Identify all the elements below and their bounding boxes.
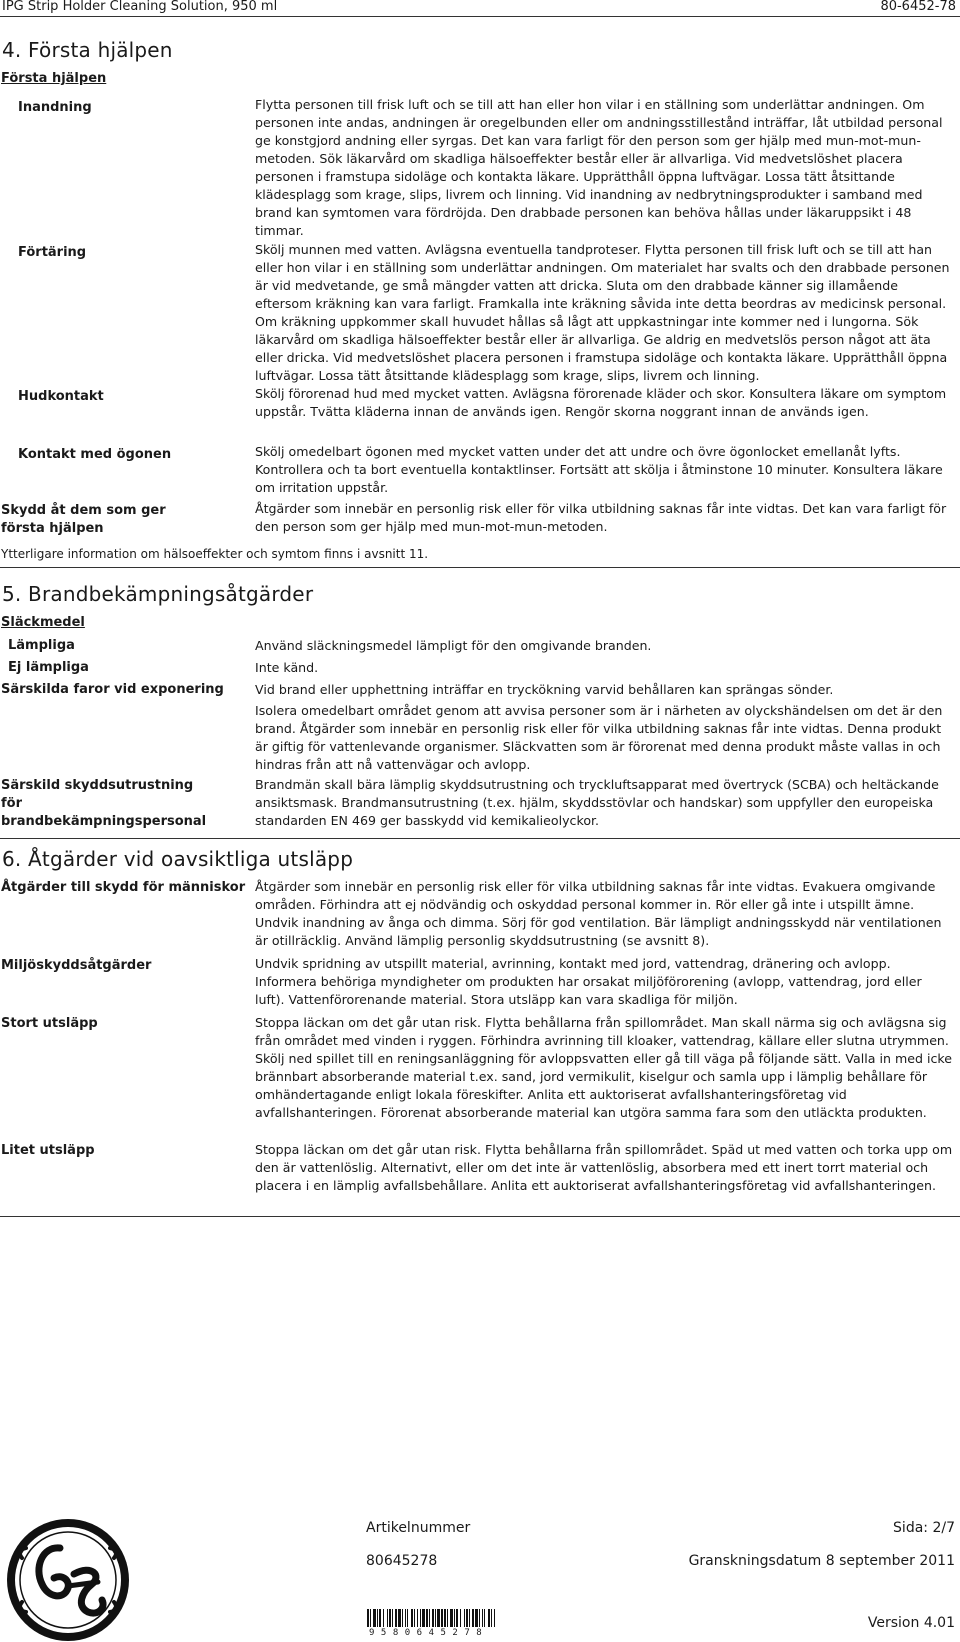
row-label-small-spill: Litet utsläpp xyxy=(1,1143,95,1158)
page-number: Sida: 2/7 xyxy=(893,1520,955,1536)
row-text-small-spill: Stoppa läckan om det går utan risk. Flytta behållarna från spillområdet. Späd ut med vatten och torka upp om den är vattenlöslig. Alternativt, eller om det inte är vattenlöslig, absorbera med ett inert torrt material och placera i en lämplig avfallsbehållare. Anlita ett auktoriserat avfallshanteringsföretag vid avfallshanteringen. xyxy=(255,1142,953,1193)
row-label-environmental-precautions: Miljöskyddsåtgärder xyxy=(1,958,152,973)
row-text-personal-precautions: Åtgärder som innebär en personlig risk eller för vilka utbildning saknas får inte vidtas. Evakuera omgivande områden. Förhindra att ej nödvändig och oskyddad personal kommer in. Rör eller gå inte i utspillt ämne. Undvik inandning av ånga och dimma. Sörj för god ventilation. Bär lämpligt andningsskydd när ventilationen är otillräcklig. Använd lämplig personlig skyddsutrustning (se avsnitt 8). xyxy=(255,879,942,948)
row-label-suitable-media: Lämpliga xyxy=(8,638,75,653)
section-6-divider xyxy=(0,1216,960,1217)
row-label-specific-hazards: Särskilda faror vid exponering xyxy=(1,682,224,697)
row-text-first-aider-protection: Åtgärder som innebär en personlig risk eller för vilka utbildning saknas får inte vidtas. Det kan vara farligt för den person som ger hjälp med mun-mot-mun-metoden. xyxy=(255,501,947,534)
ge-monogram-logo xyxy=(2,1518,134,1642)
section-4-subheading: Första hjälpen xyxy=(1,71,107,86)
row-text-specific-hazards: Vid brand eller upphettning inträffar en tryckökning varvid behållaren kan sprängas sönder. xyxy=(255,682,834,697)
row-text-inhalation: Flytta personen till frisk luft och se till att han eller hon vilar i en ställning som underlättar andningen. Om personen inte andas, andningen är oregelbunden eller om andningsstillestånd inträffar, låt utbildad personal ge konstgjord andning eller syrgas. Det kan vara farligt för den person som ger hjälp med mun-mot-mun-metoden. Sök läkarvård om skadliga hälsoeffekter består eller är allvarliga. Vid medvetslöshet placera personen i framstupa sidoläge och kontakta läkare. Upprätthåll öppna luftvägar. Lossa tätt åtsittande klädesplagg som krage, slips, livrem och linning. Vid inandning av nedbrytningsprodukter i samband med brand kan symtomen vara fördröjda. Den drabbade personen kan behöva hållas under läkaruppsikt i 48 timmar. xyxy=(255,97,943,238)
section-4-note: Ytterligare information om hälsoeffekter och symtom finns i avsnitt 11. xyxy=(1,547,429,561)
barcode-digits: 9580645278 xyxy=(369,1628,489,1638)
header-divider xyxy=(0,16,960,17)
row-text-eye-contact: Skölj omedelbart ögonen med mycket vatten under det att undre och övre ögonlocket emellanåt lyfts. Kontrollera och ta bort eventuella kontaktlinser. Fortsätt att skölja i åtminstone 10 minuter. Konsultera läkare om irritation uppstår. xyxy=(255,444,943,495)
row-label-ingestion: Förtäring xyxy=(18,245,87,260)
section-4-divider xyxy=(0,567,960,568)
section-5-title: 5. Brandbekämpningsåtgärder xyxy=(2,582,314,606)
version: Version 4.01 xyxy=(867,1615,955,1631)
row-label-firefighter-equipment: Särskild skyddsutrustning för brandbekämpningspersonal xyxy=(1,778,207,829)
row-text-firefighter-equipment: Brandmän skall bära lämplig skyddsutrustning och tryckluftsapparat med övertryck (SCBA) och heltäckande ansiktsmask. Brandmansutrustning (t.ex. hjälm, skyddsstövlar och handskar) som uppfyller den europeiska standarden EN 469 ger basskydd vid kemikalieolyckor. xyxy=(255,777,939,828)
row-label-unsuitable-media: Ej lämpliga xyxy=(8,660,89,675)
row-text-large-spill: Stoppa läckan om det går utan risk. Flytta behållarna från spillområdet. Man skall närma sig och avlägsna sig från området med vinden i ryggen. Förhindra avrinning till kloaker, vattendrag, källare eller slutna utrymmen. Skölj ned spillet till en reningsanläggning för avloppsvatten eller gå till väga på följande sätt. Valla in med icke brännbart absorberande material t.ex. sand, jord vermikulit, kiselgur och samla upp i lämplig behållare för omhändertagande enligt lokala föreskifter. Anlita ett auktoriserat avfallshanteringsföretag vid avfallshanteringen. Förorenat absorberande material kan utgöra samma fara som den utläckta produkten. xyxy=(255,1015,952,1120)
row-text-isolation: Isolera omedelbart området genom att avvisa personer som är i närheten av olyckshändelsen om det är den brand. Åtgärder som innebär en personlig risk eller för vilka utbildning saknas får inte vidtas. Denna produkt är giftig för vattenlevande organismer. Släckvatten som är förorenat med denna produkt måste vallas in och hindras från att nå vattenvägar och avlopp. xyxy=(255,703,943,772)
section-4-title: 4. Första hjälpen xyxy=(2,38,173,62)
row-label-personal-precautions: Åtgärder till skydd för människor xyxy=(1,880,246,895)
product-name: IPG Strip Holder Cleaning Solution, 950 ml xyxy=(2,0,278,14)
row-label-skin-contact: Hudkontakt xyxy=(18,389,104,404)
review-date: Granskningsdatum 8 september 2011 xyxy=(688,1553,955,1569)
article-number: 80645278 xyxy=(366,1553,438,1569)
row-label-first-aider-protection: Skydd åt dem som ger första hjälpen xyxy=(1,503,166,536)
section-6-title: 6. Åtgärder vid oavsiktliga utsläpp xyxy=(2,847,354,871)
product-code: 80-6452-78 xyxy=(880,0,956,14)
article-number-label: Artikelnummer xyxy=(366,1520,471,1536)
section-5-divider xyxy=(0,838,960,839)
row-label-inhalation: Inandning xyxy=(18,100,92,115)
row-text-skin-contact: Skölj förorenad hud med mycket vatten. Avlägsna förorenade kläder och skor. Konsultera läkare om symptom uppstår. Tvätta kläderna innan de används igen. Rengör skorna noggrant innan de används igen. xyxy=(255,386,947,419)
section-5-subheading: Släckmedel xyxy=(1,615,85,630)
row-text-environmental-precautions: Undvik spridning av utspillt material, avrinning, kontakt med jord, vattendrag, dränering och avlopp. Informera behöriga myndigheter om produkten har orsakat miljöförorening (avlopp, vattendrag, jord eller luft). Vattenförorenande material. Stora utsläpp kan vara skadliga för miljön. xyxy=(255,956,922,1007)
row-text-unsuitable-media: Inte känd. xyxy=(255,660,319,675)
row-label-large-spill: Stort utsläpp xyxy=(1,1016,98,1031)
row-label-eye-contact: Kontakt med ögonen xyxy=(18,447,172,462)
row-text-ingestion: Skölj munnen med vatten. Avlägsna eventuella tandproteser. Flytta personen till frisk luft och se till att han eller hon vilar i en ställning som underlättar andningen. Om materialet har svalts och den drabbade personen är vid medvetande, ge små mängder vatten att dricka. Sluta om den drabbade känner sig illamående eftersom kräkning kan vara farligt. Framkalla inte kräkning såvida inte detta beordras av medicinsk personal. Om kräkning uppkommer skall huvudet hållas så lågt att uppkastningar inte kommer ned i lungorna. Sök läkarvård om skadliga hälsoeffekter består eller är allvarliga. Ge aldrig en medvetslös person något att äta eller dricka. Vid medvetslöshet placera personen i framstupa sidoläge och kontakta läkare. Upprätthåll öppna luftvägar. Lossa tätt åtsittande klädesplagg som krage, slips, livrem och linning. xyxy=(255,242,950,383)
page-header xyxy=(0,0,960,14)
row-text-suitable-media: Använd släckningsmedel lämpligt för den omgivande branden. xyxy=(255,638,652,653)
